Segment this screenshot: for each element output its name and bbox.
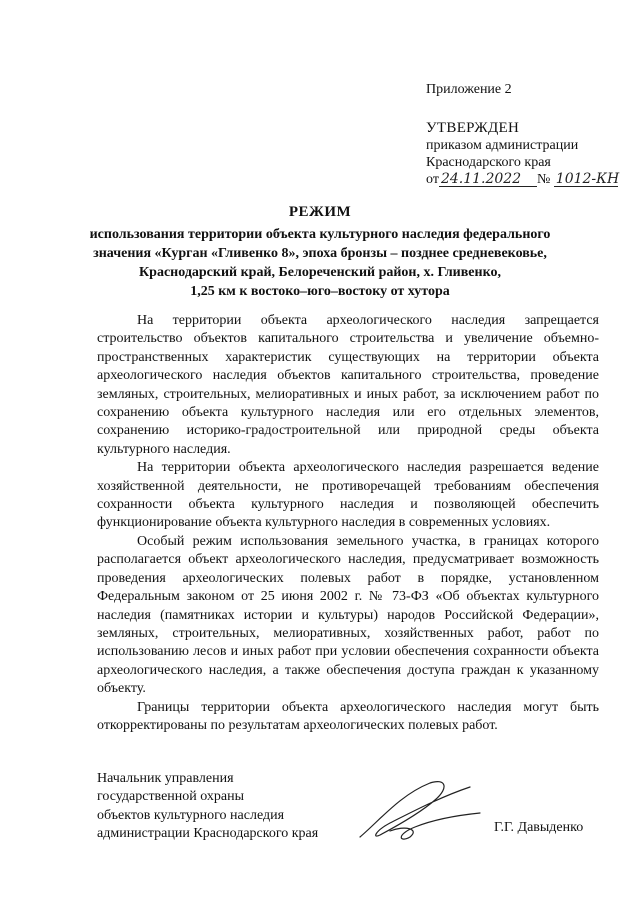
document-title: [80, 203, 560, 301]
order-date-handwritten: 24.11.2022: [439, 172, 537, 187]
paragraph-1: На территории объекта археологического наследия запрещается строительство объектов капитального строительства и увеличение объемно-пространственных характеристик существующих на территории объекта археологического наследия объектов капитального строительства, проведение земляных, строительных, мелиоративных и иных работ, за исключением работ по сохранению объекта культурного наследия или его отдельных элементов, сохранению историко-градостроительной или природной среды объекта культурного наследия.: [97, 313, 599, 457]
document-body: [97, 312, 599, 735]
signer-name: Г.Г. Давыденко: [494, 820, 584, 835]
order-number-label: №: [536, 172, 551, 187]
title-main: РЕЖИМ: [288, 204, 352, 220]
title-line-2: значения «Курган «Гливенко 8», эпоха бронзы – позднее средневековье,: [93, 246, 547, 261]
title-line-1: использования территории объекта культурного наследия федерального: [89, 227, 551, 242]
paragraph-4: Границы территории объекта археологического наследия могут быть откорректированы по результатам археологических полевых работ.: [97, 699, 599, 733]
approval-line-1: приказом администрации: [426, 138, 579, 153]
order-date-number-line: [426, 171, 618, 188]
signature-title-line-1: Начальник управления: [97, 771, 234, 786]
signature-title-line-2: государственной охраны: [97, 789, 245, 805]
paragraph-3: Особый режим использования земельного участка, в границах которого располагается объект археологического наследия, предусматривает возможность проведения археологических полевых работ в порядке, установленном Федеральным законом от 25 июня 2002 г. № 73-ФЗ «Об объектах культурного наследия (памятниках истории и культуры) народов Российской Федерации», земляных, строительных, мелиоративных, хозяйственных работ, работ по использованию лесов и иных работ при условии обеспечения сохранности объекта археологического наследия, а также обеспечения доступа граждан к указанному объекту.: [97, 533, 599, 697]
signature-title-line-3: объектов культурного наследия: [97, 807, 285, 823]
title-line-3: Краснодарский край, Белореченский район, х. Гливенко,: [139, 265, 501, 280]
paragraph-2: На территории объекта археологического наследия разрешается ведение хозяйственной деятельности, не противоречащей требованиям обеспечения сохранности объекта культурного наследия и позволяющей обеспечить функционирование объекта культурного наследия в современных условиях.: [97, 460, 599, 531]
approval-line-2: Краснодарского края: [426, 155, 551, 170]
handwritten-signature: [350, 775, 490, 845]
signature-title-line-4: администрации Краснодарского края: [97, 826, 319, 842]
appendix-label: Приложение 2: [426, 82, 512, 97]
order-from-prefix: от: [426, 172, 439, 187]
order-number-handwritten: 1012-КН: [555, 171, 620, 187]
approval-heading: УТВЕРЖДЕН: [426, 120, 520, 136]
approval-block: [426, 120, 618, 188]
title-line-4: 1,25 км к востоко–юго–востоку от хутора: [190, 284, 450, 299]
signature-block: [97, 770, 318, 844]
